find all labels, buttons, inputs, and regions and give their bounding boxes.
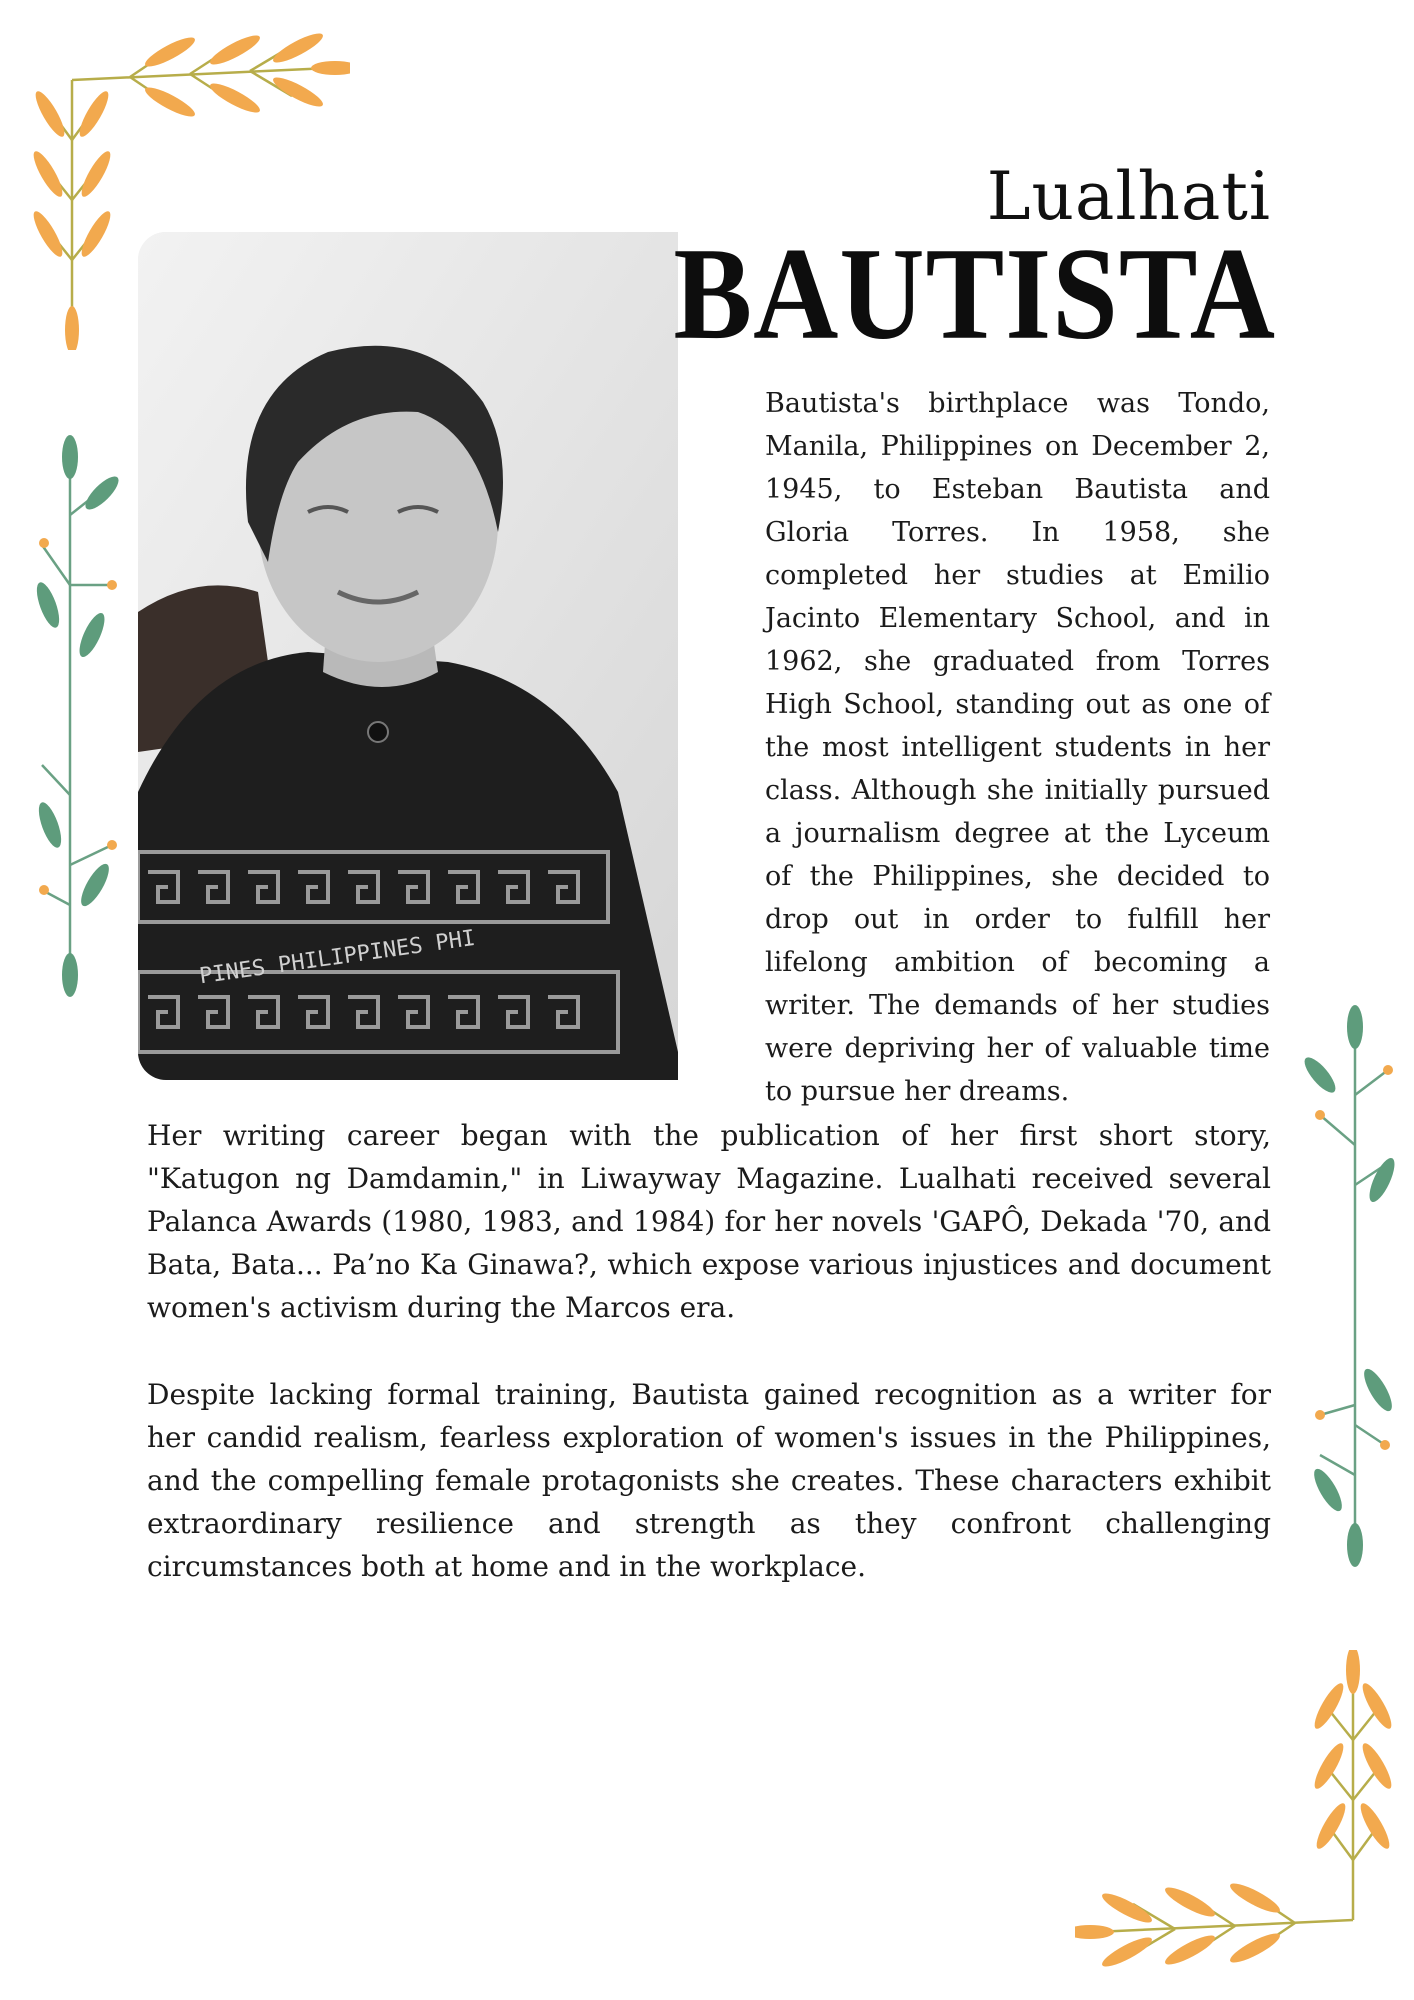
corner-branch-bottom-right bbox=[1075, 1650, 1395, 1970]
vine-left bbox=[30, 435, 130, 1005]
title-last-name: BAUTISTA bbox=[673, 220, 1276, 367]
shirt-text: PINES PHILIPPINES PHI bbox=[197, 925, 477, 990]
bio-paragraph-recognition: Despite lacking formal training, Bautista gained recognition as a writer for her candid realism, fearless exploration of women's issues in the Philippines, and the compelling female protagonists she creates. These characters exhibit extraordinary resilience and strength as they confront challenging circumstances both at home and in the workplace. bbox=[147, 1378, 1271, 1583]
bio-paragraph-birth: Bautista's birthplace was Tondo, Manila, Philippines on December 2, 1945, to Esteban Bautista and Gloria Torres. In 1958, she completed her studies at Emilio Jacinto Elementary School, and in 1962, she graduated from Torres High School, standing out as one of the most intelligent students in her class. Although she initially pursued a journalism degree at the Lyceum of the Philippines, she decided to drop out in order to fulfill her lifelong ambition of becoming a writer. The demands of her studies were depriving her of valuable time to pursue her dreams. bbox=[765, 388, 1270, 1107]
vine-right bbox=[1300, 1005, 1400, 1570]
portrait-photo bbox=[138, 232, 678, 1080]
bio-paragraph-career: Her writing career began with the publication of her first short story, "Katugon ng Damdamin," in Liwayway Magazine. Lualhati received several Palanca Awards (1980, 1983, and 1984) for her novels 'GAPÔ, Dekada '70, and Bata, Bata... Pa’no Ka Ginawa?, which expose various injustices and document women's activism during the Marcos era. bbox=[147, 1119, 1271, 1324]
portrait-illustration bbox=[138, 232, 678, 1080]
title-first-name: Lualhati bbox=[986, 158, 1271, 235]
